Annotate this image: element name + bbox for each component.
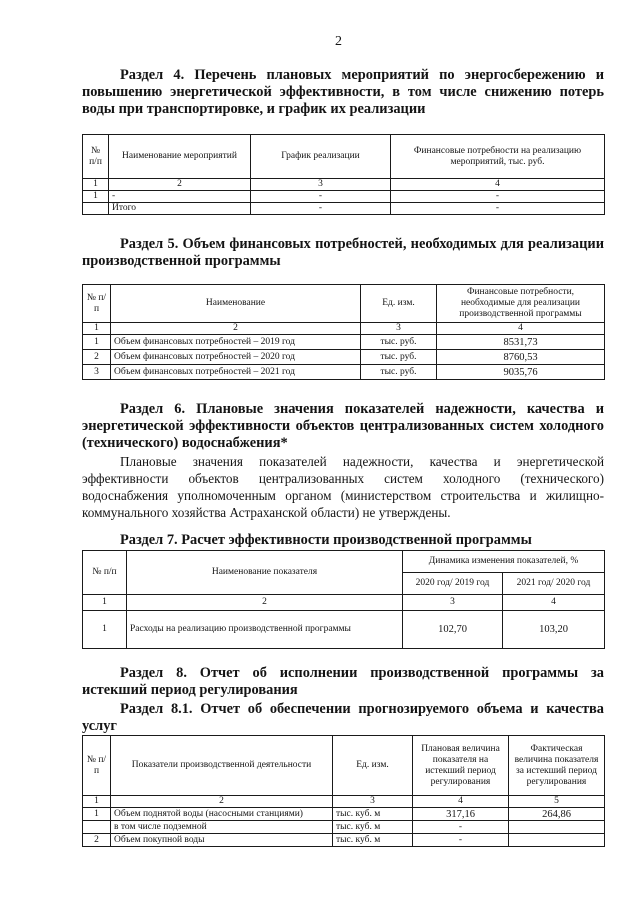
s7-colnum-2: 2: [127, 595, 403, 611]
section-6-heading: Раздел 6. Плановые значения показателей надежности, качества и энергетической эффективности объектов централизованных систем холодного (технического) водоснабжения*: [82, 401, 604, 451]
s8-row2-planned: -: [413, 821, 509, 834]
s8-row1-name: Объем поднятой воды (насосными станциями): [111, 808, 333, 821]
table-row: [83, 834, 605, 847]
s8-header-unit: Ед. изм.: [333, 736, 413, 796]
section-8-1-table: [82, 735, 605, 847]
section-4-table: [82, 134, 605, 215]
s4-colnum-1: 1: [83, 179, 109, 191]
page-number: 2: [335, 34, 342, 49]
table-row: [83, 350, 605, 365]
s8-row2-actual: [509, 821, 605, 834]
section-7-heading: Раздел 7. Расчет эффективности производственной программы: [120, 532, 532, 548]
s7-header-2020: 2020 год/ 2019 год: [403, 573, 503, 595]
s8-colnum-5: 5: [509, 796, 605, 808]
s8-row3-num: 2: [83, 834, 111, 847]
s8-header-num: № п/п: [83, 736, 111, 796]
s4-row1-name: -: [109, 191, 251, 203]
s7-row-value-2020: 102,70: [403, 611, 503, 649]
s7-header-name: Наименование показателя: [127, 551, 403, 595]
s7-header-2021: 2021 год/ 2020 год: [503, 573, 605, 595]
s5-header-unit: Ед. изм.: [361, 285, 437, 323]
s4-row1-schedule: -: [251, 191, 391, 203]
s4-colnum-2: 2: [109, 179, 251, 191]
table-row: [83, 808, 605, 821]
s5-header-finance: Финансовые потребности, необходимые для реализации производственной программы: [437, 285, 605, 323]
s5-colnum-2: 2: [111, 323, 361, 335]
s5-row2-name: Объем финансовых потребностей – 2020 год: [111, 350, 361, 365]
s8-colnum-2: 2: [111, 796, 333, 808]
s8-row2-unit: тыс. куб. м: [333, 821, 413, 834]
s5-header-num: № п/п: [83, 285, 111, 323]
s5-row2-num: 2: [83, 350, 111, 365]
s4-header-name: Наименование мероприятий: [109, 135, 251, 179]
s5-row2-unit: тыс. руб.: [361, 350, 437, 365]
table-row: [83, 203, 605, 215]
s4-row1-num: 1: [83, 191, 109, 203]
section-6-text: Плановые значения показателей надежности, качества и энергетической эффективности объектов централизованных систем холодного (технического) водоснабжения уполномоченным органом (министерством строительства и жилищно- коммунального хозяйства Астраханской области) не утверждены.: [82, 454, 604, 520]
s4-header-schedule: График реализации: [251, 135, 391, 179]
s5-row3-num: 3: [83, 365, 111, 380]
s8-header-actual: Фактическая величина показателя за истекший период регулирования: [509, 736, 605, 796]
s5-header-name: Наименование: [111, 285, 361, 323]
section-5-heading: Раздел 5. Объем финансовых потребностей, необходимых для реализации производственной программы: [82, 236, 604, 269]
s4-row1-finance: -: [391, 191, 605, 203]
s4-header-num: № п/п: [83, 135, 109, 179]
s8-row1-unit: тыс. куб. м: [333, 808, 413, 821]
s4-total-empty: [83, 203, 109, 215]
s8-header-planned: Плановая величина показателя на истекший период регулирования: [413, 736, 509, 796]
section-8-1-heading: Раздел 8.1. Отчет об обеспечении прогнозируемого объема и качества услуг: [82, 701, 604, 734]
s5-colnum-4: 4: [437, 323, 605, 335]
s5-row1-value: 8531,73: [437, 335, 605, 350]
s8-row1-planned: 317,16: [413, 808, 509, 821]
section-7-table: [82, 550, 605, 649]
s7-row-value-2021: 103,20: [503, 611, 605, 649]
table-row: [83, 191, 605, 203]
section-4-heading: Раздел 4. Перечень плановых мероприятий по энергосбережению и повышению энергетической эффективности, в том числе снижению потерь воды при транспортировке, и график их реализации: [82, 67, 604, 117]
s8-row3-actual: [509, 834, 605, 847]
s5-row3-name: Объем финансовых потребностей – 2021 год: [111, 365, 361, 380]
s8-row1-actual: 264,86: [509, 808, 605, 821]
table-row: [83, 611, 605, 649]
s5-colnum-1: 1: [83, 323, 111, 335]
s5-colnum-3: 3: [361, 323, 437, 335]
s8-colnum-3: 3: [333, 796, 413, 808]
s5-row3-unit: тыс. руб.: [361, 365, 437, 380]
s4-total-finance: -: [391, 203, 605, 215]
section-5-table: [82, 284, 605, 380]
s5-row3-value: 9035,76: [437, 365, 605, 380]
s8-colnum-4: 4: [413, 796, 509, 808]
s8-row3-name: Объем покупной воды: [111, 834, 333, 847]
s8-row2-num: [83, 821, 111, 834]
table-row: [83, 335, 605, 350]
s8-row1-num: 1: [83, 808, 111, 821]
section-8-heading: Раздел 8. Отчет об исполнении производственной программы за истекший период регулирования: [82, 665, 604, 698]
s4-colnum-4: 4: [391, 179, 605, 191]
s5-row1-name: Объем финансовых потребностей – 2019 год: [111, 335, 361, 350]
s5-row2-value: 8760,53: [437, 350, 605, 365]
s4-total-schedule: -: [251, 203, 391, 215]
s4-header-finance: Финансовые потребности на реализацию мероприятий, тыс. руб.: [391, 135, 605, 179]
table-row: [83, 365, 605, 380]
s8-row2-name: в том числе подземной: [111, 821, 333, 834]
s8-colnum-1: 1: [83, 796, 111, 808]
s5-row1-unit: тыс. руб.: [361, 335, 437, 350]
s7-colnum-3: 3: [403, 595, 503, 611]
s5-row1-num: 1: [83, 335, 111, 350]
s8-row3-planned: -: [413, 834, 509, 847]
s7-row-name: Расходы на реализацию производственной программы: [127, 611, 403, 649]
s8-row3-unit: тыс. куб. м: [333, 834, 413, 847]
table-row: [83, 821, 605, 834]
s4-colnum-3: 3: [251, 179, 391, 191]
s4-total-label: Итого: [109, 203, 251, 215]
s7-header-dynamics: Динамика изменения показателей, %: [403, 551, 605, 573]
s7-colnum-1: 1: [83, 595, 127, 611]
s7-colnum-4: 4: [503, 595, 605, 611]
s7-header-num: № п/п: [83, 551, 127, 595]
s7-row-num: 1: [83, 611, 127, 649]
s8-header-indicator: Показатели производственной деятельности: [111, 736, 333, 796]
